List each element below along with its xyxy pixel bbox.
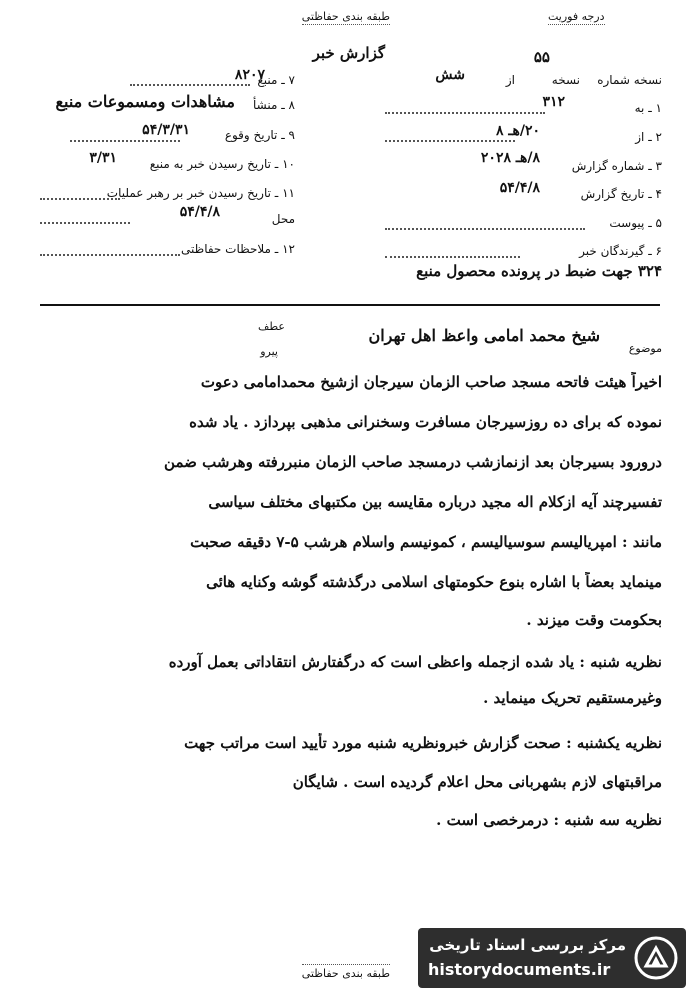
occurrence-dots — [70, 140, 180, 142]
subject-label: موضوع — [628, 342, 662, 355]
origin-label: ۸ ـ منشأ — [252, 98, 295, 112]
priority-label: درجه فوریت — [548, 10, 605, 23]
copy-label: نسخه — [551, 73, 580, 87]
watermark-logo — [418, 928, 686, 988]
source-label: ۷ ـ منبع — [257, 73, 295, 87]
copy-of-value: شش — [435, 67, 465, 83]
to-dots — [385, 112, 545, 114]
body-line: تفسیرچند آیه ازکلام اله مجید درباره مقایسه بین مکتبهای مختلف سیاسی — [208, 493, 662, 511]
report-date-label: ۴ ـ تاریخ گزارش — [580, 187, 662, 201]
body-line: نظریه سه شنبه : درمرخصی است . — [436, 811, 662, 829]
copy-of-label: از — [505, 73, 515, 87]
from-dots — [385, 140, 515, 142]
body-line: مانند : امپریالیسم سوسیالیسم ، کمونیسم واسلام هرشب ۵-۷ دقیقه صحبت — [190, 533, 662, 551]
body-line: اخیراً هیئت فاتحه مسجد صاحب الزمان سیرجان ازشیخ محمدامامی دعوت — [200, 373, 662, 391]
body-line: نظریه شنبه : یاد شده ازجمله واعظی است که درگفتارش انتقاداتی بعمل آورده — [168, 653, 662, 671]
place-label: محل — [271, 212, 295, 226]
body-line: نموده که برای ده روزسیرجان مسافرت وسخنرانی مذهبی بپردازد . یاد شده — [189, 413, 662, 431]
place-dots — [40, 222, 130, 224]
copy-number-value: ۵۵ — [533, 48, 550, 66]
ops-date-label: ۱۱ ـ تاریخ رسیدن خبر بر رهبر عملیات — [106, 186, 295, 200]
source-value: ۸۲۰۷ — [234, 67, 265, 83]
to-value: ۳۱۲ — [542, 94, 565, 110]
to-label: ۱ ـ به — [634, 101, 662, 115]
subject-value: شیخ محمد امامی واعظ اهل تهران — [368, 326, 600, 345]
security-notes-label: ۱۲ ـ ملاحظات حفاظتی — [181, 242, 295, 256]
security-notes-dots — [40, 254, 180, 256]
report-title: گزارش خبر — [312, 44, 385, 62]
ops-date-dots — [40, 198, 120, 200]
filing-note: ۳۲۴ جهت ضبط در پرونده محصول منبع — [416, 262, 662, 280]
recipients-dots — [385, 256, 520, 258]
classification-bottom: طبقه بندی حفاظتی — [302, 964, 390, 980]
copy-number-label: نسخه شماره — [597, 73, 662, 87]
recipients-label: ۶ ـ گیرندگان خبر — [579, 244, 662, 258]
watermark-title: مرکز بررسی اسناد تاریخی — [429, 936, 626, 954]
place-value: ۵۴/۴/۸ — [179, 204, 220, 220]
occurrence-date-value: ۵۴/۳/۳۱ — [142, 122, 190, 138]
from-label: ۲ ـ از — [635, 130, 662, 144]
body-line: وغیرمستقیم تحریک مینماید . — [483, 689, 662, 707]
body-line: بحکومت وقت میزند . — [526, 611, 662, 629]
body-line: نظریه یکشنبه : صحت گزارش خبرونظریه شنبه مورد تأیید است مراتب جهت — [184, 734, 662, 752]
receipt-date-label: ۱۰ ـ تاریخ رسیدن خبر به منبع — [149, 157, 295, 171]
report-number-label: ۳ ـ شماره گزارش — [571, 159, 662, 173]
attachment-label: ۵ ـ پیوست — [609, 216, 662, 230]
subject-annotation-bottom: پیرو — [260, 345, 278, 358]
classification-top: طبقه بندی حفاظتی — [301, 10, 390, 23]
divider-line — [40, 304, 660, 306]
receipt-date-value: ۳/۳۱ — [89, 150, 117, 166]
body-line: مینماید بعضاً با اشاره بنوع حکومتهای اسلامی درگذشته گوشه وکنایه هائی — [206, 573, 662, 591]
occurrence-date-label: ۹ ـ تاریخ وقوع — [224, 128, 295, 142]
report-number-value: ۸/هـ ۲۰۲۸ — [480, 150, 540, 166]
source-dots — [130, 84, 250, 86]
body-line: مراقبتهای لازم بشهربانی محل اعلام گردیده است . شایگان — [292, 773, 662, 791]
from-value: ۲۰/هـ ۸ — [495, 123, 540, 139]
book-logo-icon — [634, 936, 678, 980]
origin-value: مشاهدات ومسموعات منبع — [55, 92, 235, 111]
watermark-url: historydocuments.ir — [428, 960, 611, 979]
subject-annotation-top: عطف — [258, 320, 285, 333]
attachment-dots — [385, 228, 585, 230]
report-date-value: ۵۴/۴/۸ — [499, 180, 540, 196]
body-line: درورود بسیرجان بعد ازنمازشب درمسجد صاحب الزمان منبررفته وهرشب ضمن — [164, 453, 662, 471]
